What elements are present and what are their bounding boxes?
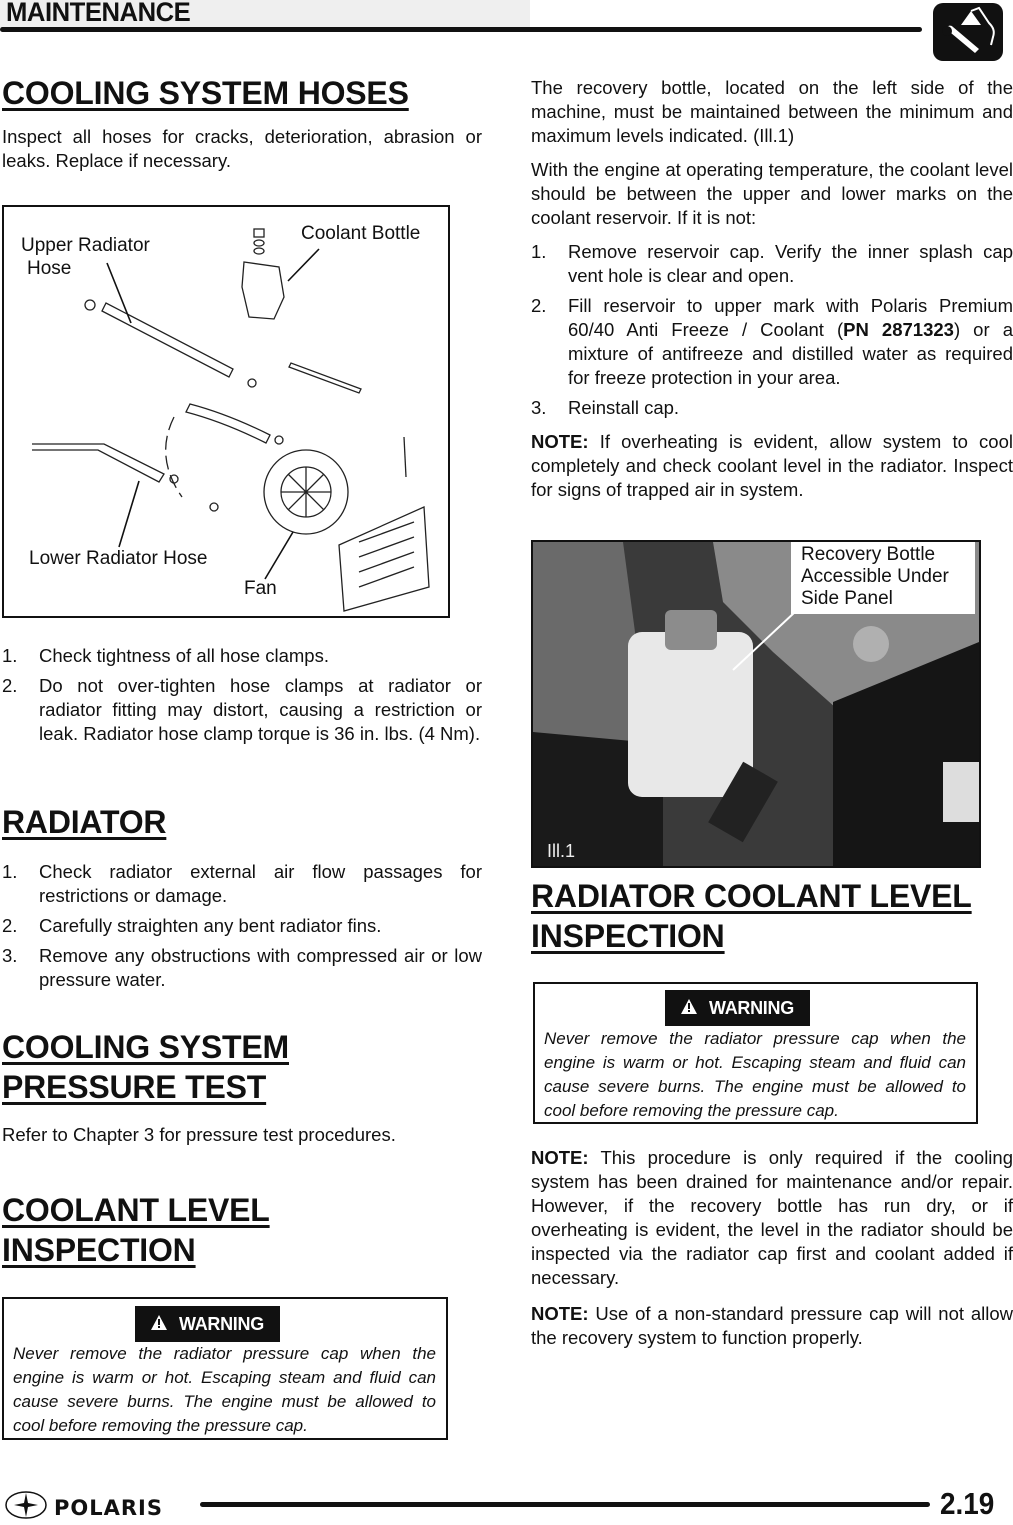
callout-line3: Side Panel (801, 588, 893, 609)
hoses-steps-block (2, 644, 482, 752)
radiator-level-notes (531, 1146, 1013, 1350)
label-upper-line2: Hose (27, 258, 72, 279)
label-upper-line1: Upper Radiator (21, 235, 150, 256)
recovery-bottle-photo (531, 540, 981, 868)
callout-line2: Accessible Under (801, 566, 949, 587)
warning-badge (665, 990, 810, 1026)
radiator-section (2, 802, 482, 998)
heading-coolant-level-line1: COOLANT LEVEL (2, 1192, 270, 1228)
heading-pressure-test-line2: PRESSURE TEST (2, 1069, 267, 1105)
warning-badge (135, 1306, 280, 1342)
pressure-test-text: Refer to Chapter 3 for pressure test procedures. (2, 1124, 396, 1145)
step-text: Remove reservoir cap. Verify the inner splash cap vent hole is clear and open. (568, 241, 1013, 286)
step-number: 3. (2, 945, 18, 966)
list-item (2, 644, 482, 668)
warning-box-right (533, 982, 978, 1124)
header-rule (0, 27, 922, 32)
step-number: 1. (2, 861, 18, 882)
footer-rule (200, 1502, 930, 1507)
step-text: Reinstall cap. (568, 397, 680, 418)
note-label: NOTE: (531, 1147, 589, 1168)
right-column (531, 76, 1013, 502)
note-text: If overheating is evident, allow system to cool completely and check coolant level in the radiator. Inspect for signs of trapped air in system. (531, 431, 1013, 500)
section-title: MAINTENANCE (6, 0, 191, 27)
note-text: Use of a non-standard pressure cap will not allow the recovery system to function properly. (531, 1303, 1013, 1348)
operating-temp-intro: With the engine at operating temperature, the coolant level should be between the upper and lower marks on the coolant reservoir. If it is not: (531, 159, 1013, 228)
callout-line1: Recovery Bottle (801, 544, 936, 565)
photo-callout (791, 542, 975, 614)
heading-coolant-level-line2: INSPECTION (2, 1232, 196, 1268)
note-label: NOTE: (531, 1303, 589, 1324)
warning-label: WARNING (709, 998, 794, 1018)
label-lower-radiator-hose: Lower Radiator Hose (29, 548, 208, 569)
pressure-test-section (2, 1027, 482, 1147)
step-text: Check tightness of all hose clamps. (39, 645, 329, 666)
part-number: PN 2871323 (843, 319, 954, 340)
step-number: 2. (531, 295, 547, 316)
list-item (2, 674, 482, 746)
list-item (531, 396, 1013, 420)
list-item (531, 294, 1013, 390)
heading-radiator-level-line2: INSPECTION (531, 918, 725, 954)
warning-label: WARNING (179, 1314, 264, 1334)
list-item (2, 914, 482, 938)
list-item (2, 860, 482, 908)
label-upper-radiator-hose (21, 234, 150, 280)
step-text: Remove any obstructions with compressed air or low pressure water. (39, 945, 482, 990)
warning-triangle-icon (151, 1306, 167, 1342)
note-label: NOTE: (531, 431, 589, 452)
step-text: Check radiator external air flow passages for restrictions or damage. (39, 861, 482, 906)
polaris-logo (4, 1490, 163, 1525)
label-fan: Fan (244, 578, 277, 599)
reservoir-steps (531, 240, 1013, 420)
step-number: 3. (531, 397, 547, 418)
list-item (531, 240, 1013, 288)
step-text: Carefully straighten any bent radiator fins. (39, 915, 382, 936)
recovery-bottle-intro: The recovery bottle, located on the left side of the machine, must be maintained between the minimum and maximum levels indicated. (Ill.1) (531, 77, 1013, 146)
page-number: 2.19 (940, 1486, 995, 1521)
heading-radiator-level-line1: RADIATOR COOLANT LEVEL (531, 878, 972, 914)
step-number: 2. (2, 915, 18, 936)
brand-name: POLARIS (54, 1495, 163, 1520)
heading-cooling-system-hoses: COOLING SYSTEM HOSES (2, 75, 409, 111)
note-procedure (531, 1146, 1013, 1290)
warning-triangle-icon (681, 990, 697, 1026)
warning-text: Never remove the radiator pressure cap when the engine is warm or hot. Escaping steam and fluid can cause severe burns. The engine must be allowed to cool before removing the pressure cap. (13, 1344, 436, 1435)
step-text: Fill reservoir to upper mark with Polaris Premium 60/40 Anti Freeze / Coolant ( (568, 295, 1013, 340)
heading-radiator: RADIATOR (2, 804, 167, 840)
compass-star-icon (4, 1490, 48, 1525)
note-text: This procedure is only required if the cooling system has been drained for maintenance and/or repair. However, if the recovery bottle has run dry, or if overheating is evident, the level in the radiator should be inspected via the radiator cap first and coolant added if necessary. (531, 1147, 1013, 1288)
illustration-number: Ill.1 (547, 841, 576, 861)
hoses-intro: Inspect all hoses for cracks, deterioration, abrasion or leaks. Replace if necessary. (2, 126, 482, 171)
step-number: 2. (2, 675, 18, 696)
hose-diagram (2, 205, 450, 618)
note-pressure-cap (531, 1302, 1013, 1350)
step-text-cont: ) or a mixture of antifreeze and distilled water as required for freeze protection in your area. (568, 319, 1013, 388)
step-text: Do not over-tighten hose clamps at radiator or radiator fitting may distort, causing a restriction or leak. Radiator hose clamp torque is 36 in. lbs. (4 Nm). (39, 675, 482, 744)
step-number: 1. (531, 241, 547, 262)
radiator-level-section (531, 876, 1013, 956)
heading-pressure-test-line1: COOLING SYSTEM (2, 1029, 289, 1065)
list-item (2, 944, 482, 992)
note-overheating (531, 430, 1013, 502)
label-coolant-bottle: Coolant Bottle (301, 223, 421, 244)
step-number: 1. (2, 645, 18, 666)
left-column (2, 70, 482, 173)
warning-text: Never remove the radiator pressure cap when the engine is warm or hot. Escaping steam and fluid can cause severe burns. The engine must be allowed to cool before removing the pressure cap. (544, 1029, 966, 1120)
radiator-steps (2, 860, 482, 992)
hoses-steps (2, 644, 482, 746)
coolant-level-section (2, 1190, 482, 1270)
wrench-oilcan-icon (933, 3, 1003, 61)
warning-box-left (2, 1297, 448, 1440)
